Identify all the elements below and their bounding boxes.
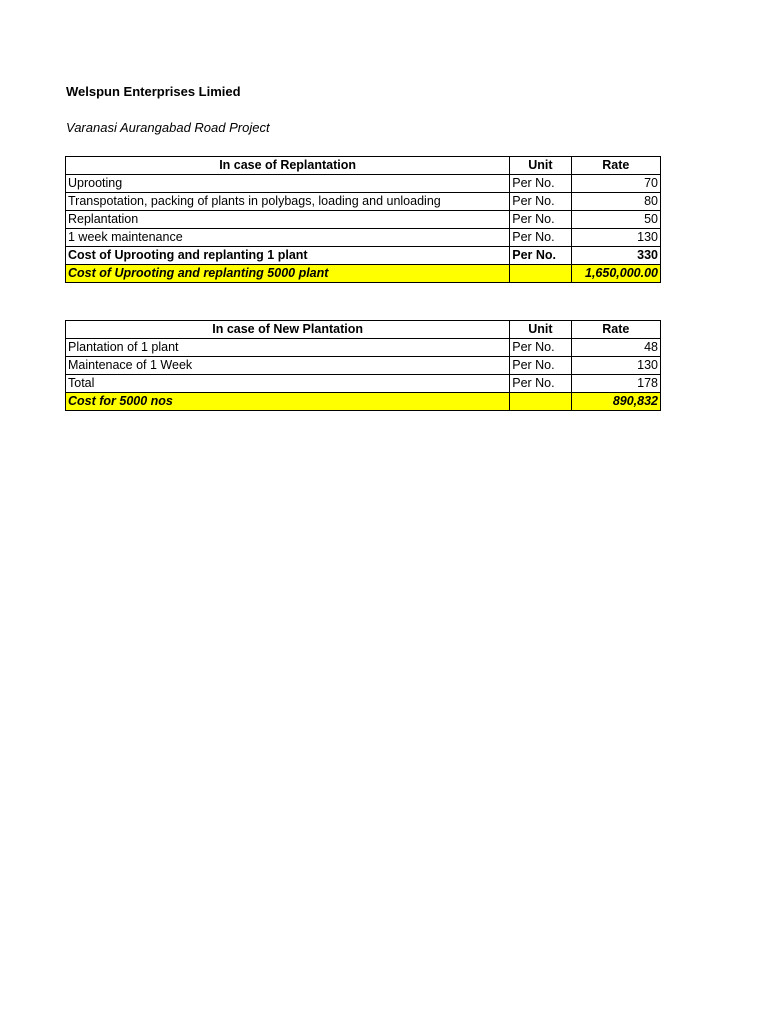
row-description: Uprooting <box>66 175 510 193</box>
row-rate: 70 <box>571 175 660 193</box>
table-row <box>66 375 661 393</box>
header-unit: Unit <box>510 157 571 175</box>
header-description: In case of Replantation <box>66 157 510 175</box>
table-row <box>66 175 661 193</box>
row-unit: Per No. <box>510 339 571 357</box>
highlighted-total-row <box>66 393 661 411</box>
subtotal-rate: 330 <box>571 247 660 265</box>
subtotal-row <box>66 247 661 265</box>
row-unit: Per No. <box>510 357 571 375</box>
company-name: Welspun Enterprises Limied <box>66 84 241 99</box>
new-plantation-table <box>65 320 661 411</box>
total-description: Cost of Uprooting and replanting 5000 plant <box>66 265 510 283</box>
table-header-row <box>66 321 661 339</box>
row-rate: 80 <box>571 193 660 211</box>
total-description: Cost for 5000 nos <box>66 393 510 411</box>
table-row <box>66 229 661 247</box>
row-rate: 178 <box>571 375 660 393</box>
table-row <box>66 193 661 211</box>
total-unit <box>510 265 571 283</box>
table-header-row <box>66 157 661 175</box>
header-description: In case of New Plantation <box>66 321 510 339</box>
highlighted-total-row <box>66 265 661 283</box>
row-description: Transpotation, packing of plants in polybags, loading and unloading <box>66 193 510 211</box>
table-row <box>66 357 661 375</box>
row-unit: Per No. <box>510 211 571 229</box>
row-rate: 130 <box>571 357 660 375</box>
row-description: Plantation of 1 plant <box>66 339 510 357</box>
total-unit <box>510 393 571 411</box>
total-rate: 890,832 <box>571 393 660 411</box>
header-unit: Unit <box>510 321 571 339</box>
row-description: Total <box>66 375 510 393</box>
row-rate: 130 <box>571 229 660 247</box>
row-unit: Per No. <box>510 229 571 247</box>
project-name: Varanasi Aurangabad Road Project <box>66 120 270 135</box>
table-row <box>66 211 661 229</box>
row-description: Maintenace of 1 Week <box>66 357 510 375</box>
table-row <box>66 339 661 357</box>
row-unit: Per No. <box>510 175 571 193</box>
header-rate: Rate <box>571 157 660 175</box>
row-description: 1 week maintenance <box>66 229 510 247</box>
row-unit: Per No. <box>510 193 571 211</box>
row-rate: 50 <box>571 211 660 229</box>
row-unit: Per No. <box>510 375 571 393</box>
row-rate: 48 <box>571 339 660 357</box>
replantation-table <box>65 156 661 283</box>
header-rate: Rate <box>571 321 660 339</box>
subtotal-unit: Per No. <box>510 247 571 265</box>
subtotal-description: Cost of Uprooting and replanting 1 plant <box>66 247 510 265</box>
row-description: Replantation <box>66 211 510 229</box>
total-rate: 1,650,000.00 <box>571 265 660 283</box>
